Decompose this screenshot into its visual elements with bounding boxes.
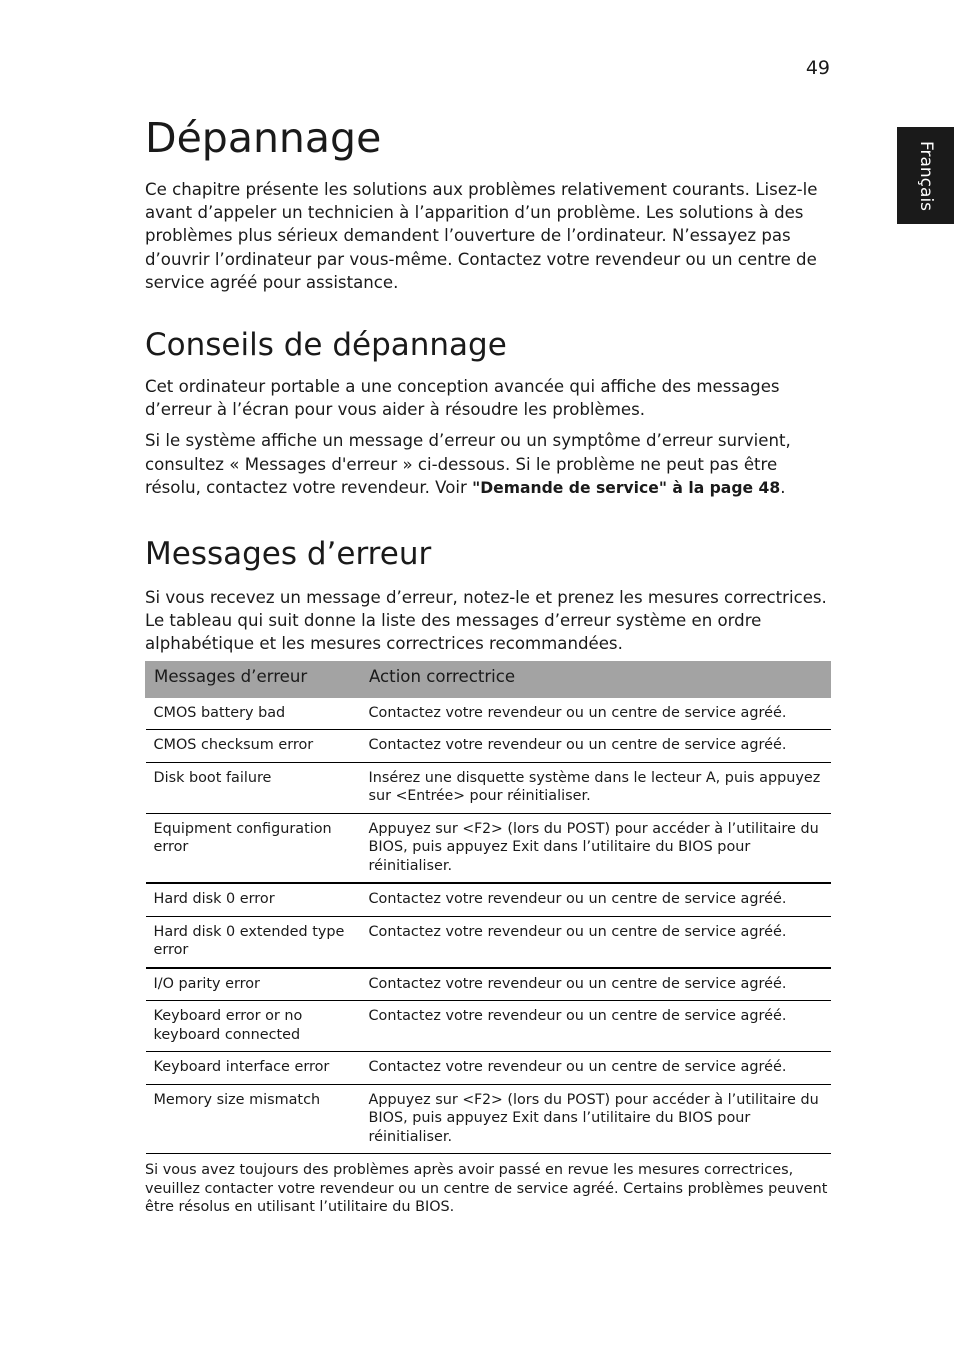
- error-message: Keyboard error or no keyboard connected: [146, 1001, 361, 1052]
- corrective-action: Contactez votre revendeur ou un centre de service agréé.: [361, 730, 831, 763]
- error-table: [145, 661, 831, 1155]
- table-row: [146, 883, 831, 916]
- key-label: Exit: [512, 1110, 539, 1127]
- corrective-action: [361, 762, 831, 813]
- table-row: [146, 968, 831, 1001]
- intro-paragraph: Ce chapitre présente les solutions aux problèmes relativement courants. Lisez-le avant d’appeler un technicien à l’apparition d’un problème. Les solutions à des problèmes plus sérieux demandent l’ouverture de l’ordinateur. N’essayez pas d’ouvrir l’ordinateur par vous-même. Contactez votre revendeur ou un centre de service agréé pour assistance.: [145, 180, 818, 292]
- corrective-action: Contactez votre revendeur ou un centre de service agréé.: [361, 697, 831, 730]
- table-row: [146, 1001, 831, 1052]
- action-text: pour réinitialiser.: [469, 788, 591, 805]
- table-row: [146, 730, 831, 763]
- error-message: Hard disk 0 error: [146, 883, 361, 916]
- header-messages: Messages d’erreur: [146, 661, 361, 697]
- page-title: Dépannage: [145, 114, 382, 162]
- table-row: [146, 1052, 831, 1085]
- key-label: <Entrée>: [395, 788, 465, 805]
- corrective-action: Contactez votre revendeur ou un centre de service agréé.: [361, 883, 831, 916]
- action-text: (lors du POST) pour accéder à l’utilitaire du BIOS, puis appuyez: [368, 820, 819, 856]
- action-text: Appuyez sur: [368, 820, 458, 837]
- tips-paragraph-2-end: .: [780, 477, 786, 497]
- error-message: Equipment configuration error: [146, 813, 361, 883]
- error-message: CMOS checksum error: [146, 730, 361, 763]
- footer-note: Si vous avez toujours des problèmes après avoir passé en revue les mesures correctrices, veuillez contacter votre revendeur ou un centre de service agréé. Certains problèmes peuvent être résolus en utilisant l’utilitaire du BIOS.: [145, 1162, 828, 1216]
- page-content: [145, 110, 831, 1217]
- corrective-action: Contactez votre revendeur ou un centre de service agréé.: [361, 1001, 831, 1052]
- action-text: Appuyez sur: [368, 1091, 458, 1108]
- action-text: dans l’utilitaire du BIOS pour réinitialiser.: [368, 1110, 751, 1145]
- error-message: CMOS battery bad: [146, 697, 361, 730]
- header-action: Action correctrice: [361, 661, 831, 697]
- error-message: Memory size mismatch: [146, 1084, 361, 1154]
- corrective-action: Contactez votre revendeur ou un centre de service agréé.: [361, 916, 831, 968]
- tips-paragraph-2-text: Si le système affiche un message d’erreur ou un symptôme d’erreur survient, consultez « Messages d'erreur » ci-dessous. Si le problème ne peut pas être résolu, contactez votre revendeur. Voir: [145, 431, 791, 497]
- section-heading-errors: Messages d’erreur: [145, 536, 432, 573]
- errors-paragraph: Si vous recevez un message d’erreur, notez-le et prenez les mesures correctrices. Le tableau qui suit donne la liste des messages d’erreur système en ordre alphabétique et les mesures correctrices recommandées.: [145, 588, 827, 654]
- error-message: Keyboard interface error: [146, 1052, 361, 1085]
- service-request-link[interactable]: "Demande de service" à la page 48: [472, 478, 781, 497]
- table-row: [146, 697, 831, 730]
- page-number: 49: [805, 57, 830, 79]
- language-tab: [897, 127, 954, 224]
- table-row: [146, 916, 831, 968]
- table-row: [146, 762, 831, 813]
- language-tab-label: Français: [915, 140, 936, 211]
- tips-paragraph-1: Cet ordinateur portable a une conception avancée qui affiche des messages d’erreur à l’écran pour vous aider à résoudre les problèmes.: [145, 377, 780, 420]
- key-label: <F2>: [462, 820, 503, 837]
- error-message: I/O parity error: [146, 968, 361, 1001]
- key-label: <F2>: [462, 1091, 503, 1108]
- section-heading-tips: Conseils de dépannage: [145, 327, 507, 364]
- corrective-action: Contactez votre revendeur ou un centre de service agréé.: [361, 1052, 831, 1085]
- error-message: Hard disk 0 extended type error: [146, 916, 361, 968]
- corrective-action: [361, 813, 831, 883]
- error-message: Disk boot failure: [146, 762, 361, 813]
- action-text: Insérez une disquette système dans le lecteur A, puis appuyez sur: [368, 769, 821, 805]
- action-text: (lors du POST) pour accéder à l’utilitaire du BIOS, puis appuyez: [368, 1091, 819, 1127]
- table-header-row: [146, 661, 831, 697]
- table-row: [146, 813, 831, 883]
- action-text: dans l’utilitaire du BIOS pour réinitialiser.: [368, 839, 751, 874]
- corrective-action: [361, 1084, 831, 1154]
- key-label: Exit: [512, 839, 539, 856]
- tips-paragraph-2: [145, 429, 831, 500]
- table-row: [146, 1084, 831, 1154]
- corrective-action: Contactez votre revendeur ou un centre de service agréé.: [361, 968, 831, 1001]
